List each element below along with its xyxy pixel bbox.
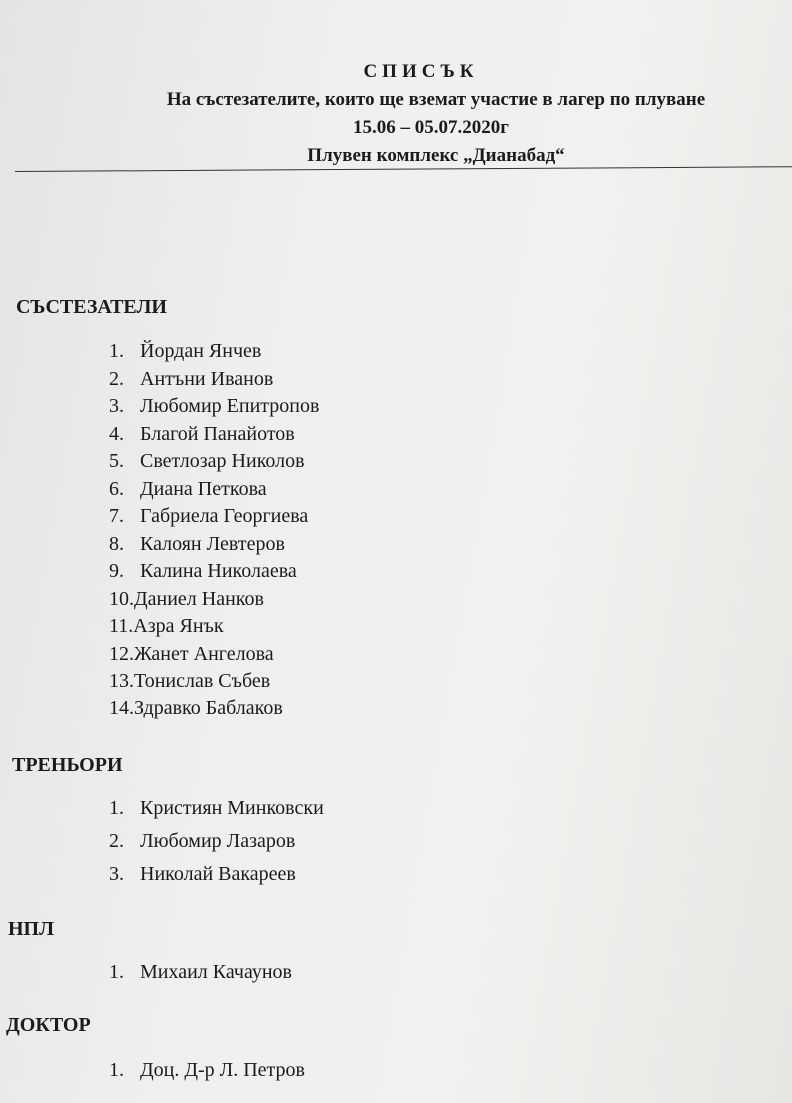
document-title: СПИСЪК <box>363 61 479 82</box>
list-item: 1. Михаил Качаунов <box>109 961 293 983</box>
list-item: 14.Здравко Баблаков <box>109 697 283 719</box>
list-item: 11.Азра Янък <box>109 615 224 637</box>
list-item: 3. Любомир Епитропов <box>109 395 320 417</box>
list-item: 1. Йордан Янчев <box>109 340 262 362</box>
list-item: 2. Любомир Лазаров <box>109 830 296 852</box>
list-item: 3. Николай Вакареев <box>109 863 296 885</box>
section-npl-title: НПЛ <box>8 918 55 940</box>
document-venue: Плувен комплекс „Дианабад“ <box>307 145 565 166</box>
list-item: 12.Жанет Ангелова <box>109 643 274 665</box>
section-competitors-title: СЪСТЕЗАТЕЛИ <box>16 296 167 318</box>
document-dates: 15.06 – 05.07.2020г <box>353 117 509 138</box>
document-subtitle: На състезателите, които ще вземат участие в лагер по плуване <box>166 89 706 110</box>
list-item: 13.Тонислав Събев <box>109 670 271 692</box>
list-item: 2. Антъни Иванов <box>109 368 274 390</box>
section-doctor-title: ДОКТОР <box>6 1014 91 1036</box>
document-header <box>0 58 792 170</box>
section-coaches-title: ТРЕНЬОРИ <box>12 754 123 776</box>
list-item: 10.Даниел Нанков <box>109 588 264 610</box>
list-item: 6. Диана Петкова <box>109 478 267 500</box>
list-item: 1. Доц. Д-р Л. Петров <box>109 1059 305 1081</box>
list-item: 8. Калоян Левтеров <box>109 533 285 555</box>
list-item: 4. Благой Панайотов <box>109 423 295 445</box>
list-item: 7. Габриела Георгиева <box>109 505 309 527</box>
list-item: 9. Калина Николаева <box>109 560 297 582</box>
list-item: 1. Кристиян Минковски <box>109 797 324 819</box>
list-item: 5. Светлозар Николов <box>109 450 305 472</box>
